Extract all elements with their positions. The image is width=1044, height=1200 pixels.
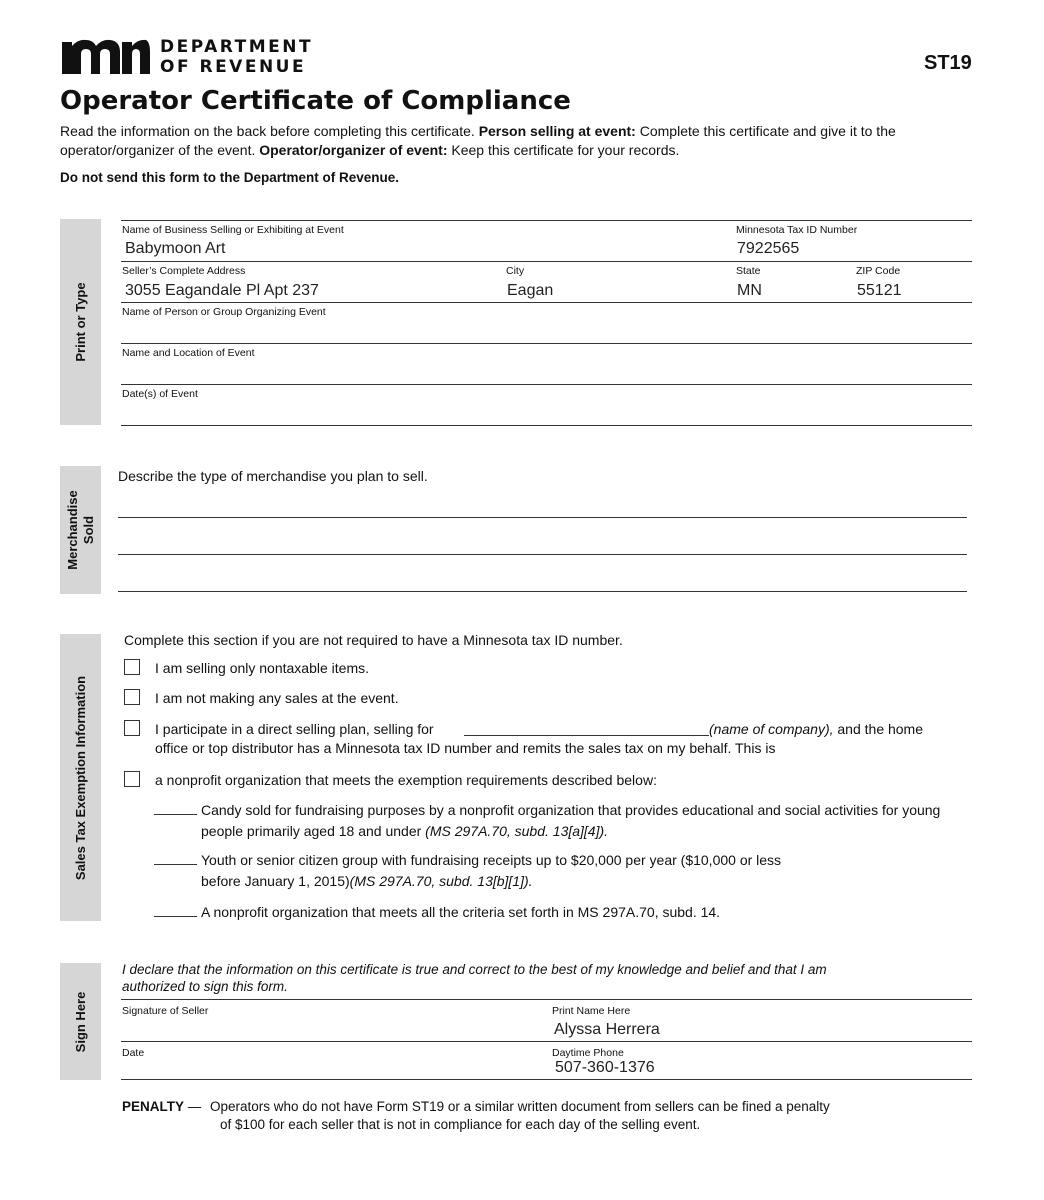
mn-logo-icon: [62, 38, 150, 74]
city-field[interactable]: Eagan: [507, 282, 554, 299]
state-field[interactable]: MN: [737, 282, 762, 299]
penalty-title: PENALTY: [122, 1099, 185, 1114]
declaration-text: I declare that the information on this certificate is true and correct to the best of my knowledge and belief and that I am authorized to sign this form.: [122, 962, 827, 994]
text-line: [201, 821, 981, 841]
organizer-label: Name of Person or Group Organizing Event: [122, 306, 326, 318]
penalty-dash: —: [184, 1099, 202, 1114]
company-name-field[interactable]: [464, 735, 709, 736]
dept-line-1: DEPARTMENT: [160, 37, 314, 57]
sidebar-label: Print or Type: [72, 282, 88, 362]
option-direct-selling-a: I participate in a direct selling plan, selling for: [155, 721, 434, 737]
penalty-line-1: Operators who do not have Form ST19 or a similar written document from sellers can be fined a penalty: [210, 1099, 830, 1114]
print-name-label: Print Name Here: [552, 1005, 631, 1017]
sub-option-candy: [201, 800, 981, 841]
date-field[interactable]: [121, 1079, 972, 1080]
exemption-sidebar: [60, 634, 101, 921]
statute-ref: (MS 297A.70, subd. 13[b][1]).: [349, 873, 533, 889]
print-or-type-sidebar: [60, 219, 101, 425]
event-dates-label: Date(s) of Event: [122, 388, 198, 400]
sidebar-label: [65, 490, 97, 569]
sub-option-nonprofit-criteria: A nonprofit organization that meets all the criteria set forth in MS 297A.70, subd. 14.: [201, 904, 721, 920]
sub-option-youth: [201, 850, 981, 891]
print-name-field[interactable]: Alyssa Herrera: [554, 1021, 660, 1038]
intro-text: [60, 122, 960, 160]
zip-label: ZIP Code: [856, 265, 901, 277]
sidebar-label: Sales Tax Exemption Information: [72, 675, 88, 880]
merchandise-line-3[interactable]: [118, 591, 967, 592]
text-part: before January 1, 2015): [201, 873, 350, 889]
address-label: Seller’s Complete Address: [122, 265, 246, 277]
statute-ref: (MS 297A.70, subd. 13[a][4]).: [425, 823, 609, 839]
do-not-send-warning: Do not send this form to the Department of Revenue.: [60, 170, 400, 185]
event-label: Name and Location of Event: [122, 347, 255, 359]
address-field[interactable]: 3055 Eagandale Pl Apt 237: [125, 282, 319, 299]
merchandise-line-1[interactable]: [118, 517, 967, 518]
signature-label: Signature of Seller: [122, 1005, 209, 1017]
zip-field[interactable]: 55121: [857, 282, 902, 299]
text-line: [201, 871, 981, 891]
text-part: people primarily aged 18 and under: [201, 823, 426, 839]
business-name-label: Name of Business Selling or Exhibiting at Event: [122, 224, 344, 236]
penalty-line-2: of $100 for each seller that is not in compliance for each day of the selling event.: [220, 1117, 701, 1132]
option-direct-selling-b: [709, 719, 923, 739]
exemption-intro: Complete this section if you are not required to have a Minnesota tax ID number.: [124, 632, 623, 648]
intro-bold: Person selling at event:: [478, 123, 636, 139]
option-no-sales: I am not making any sales at the event.: [155, 690, 399, 706]
department-name: [160, 37, 313, 77]
event-dates-field[interactable]: [121, 425, 972, 426]
organizer-field[interactable]: [121, 343, 972, 344]
checkbox-no-sales[interactable]: [124, 689, 140, 705]
tax-id-field[interactable]: 7922565: [737, 240, 800, 257]
form-code: ST19: [924, 52, 972, 74]
tax-id-label: Minnesota Tax ID Number: [736, 224, 858, 236]
option-nonprofit: a nonprofit organization that meets the exemption requirements described below:: [155, 772, 657, 788]
candy-blank[interactable]: [154, 814, 197, 815]
merchandise-line-2[interactable]: [118, 554, 967, 555]
checkbox-nontaxable[interactable]: [124, 659, 140, 675]
phone-field[interactable]: 507-360-1376: [555, 1059, 655, 1076]
youth-blank[interactable]: [154, 864, 197, 865]
sidebar-label-line: Sold: [80, 515, 96, 545]
date-label: Date: [122, 1047, 145, 1059]
dept-line-2: OF REVENUE: [160, 57, 307, 77]
page-title: Operator Certificate of Compliance: [60, 86, 571, 116]
sidebar-label-line: Merchandise: [64, 490, 80, 570]
event-field[interactable]: [121, 384, 972, 385]
divider: [121, 999, 972, 1000]
intro-part: Read the information on the back before completing this certificate.: [60, 123, 479, 139]
nonprofit-criteria-blank[interactable]: [154, 916, 197, 917]
divider: [121, 220, 972, 221]
text-line: Youth or senior citizen group with fundraising receipts up to $20,000 per year ($10,000 or less: [201, 852, 782, 868]
intro-bold: Operator/organizer of event:: [259, 142, 448, 158]
signature-field[interactable]: [121, 1041, 972, 1042]
sign-here-sidebar: [60, 963, 101, 1080]
merchandise-sidebar: [60, 466, 101, 594]
penalty-label: [122, 1097, 201, 1117]
divider: [121, 261, 972, 262]
text-part: and the home: [833, 721, 924, 737]
option-direct-selling-c: office or top distributor has a Minnesota tax ID number and remits the sales tax on my behalf. This is: [155, 740, 776, 756]
merchandise-prompt: Describe the type of merchandise you plan to sell.: [118, 468, 428, 484]
divider: [121, 302, 972, 303]
company-hint: (name of company),: [709, 721, 834, 737]
intro-part: Complete this certificate and give it to the operator/organizer of the event.: [60, 123, 896, 158]
city-label: City: [506, 265, 525, 277]
text-line: Candy sold for fundraising purposes by a nonprofit organization that provides educational and social activities for young: [201, 802, 941, 818]
phone-label: Daytime Phone: [552, 1047, 624, 1059]
state-label: State: [736, 265, 761, 277]
intro-part: Keep this certificate for your records.: [447, 142, 680, 158]
option-nontaxable: I am selling only nontaxable items.: [155, 660, 369, 676]
business-name-field[interactable]: Babymoon Art: [125, 240, 226, 257]
checkbox-direct-selling[interactable]: [124, 720, 140, 736]
sidebar-label: Sign Here: [72, 991, 88, 1052]
checkbox-nonprofit[interactable]: [124, 771, 140, 787]
